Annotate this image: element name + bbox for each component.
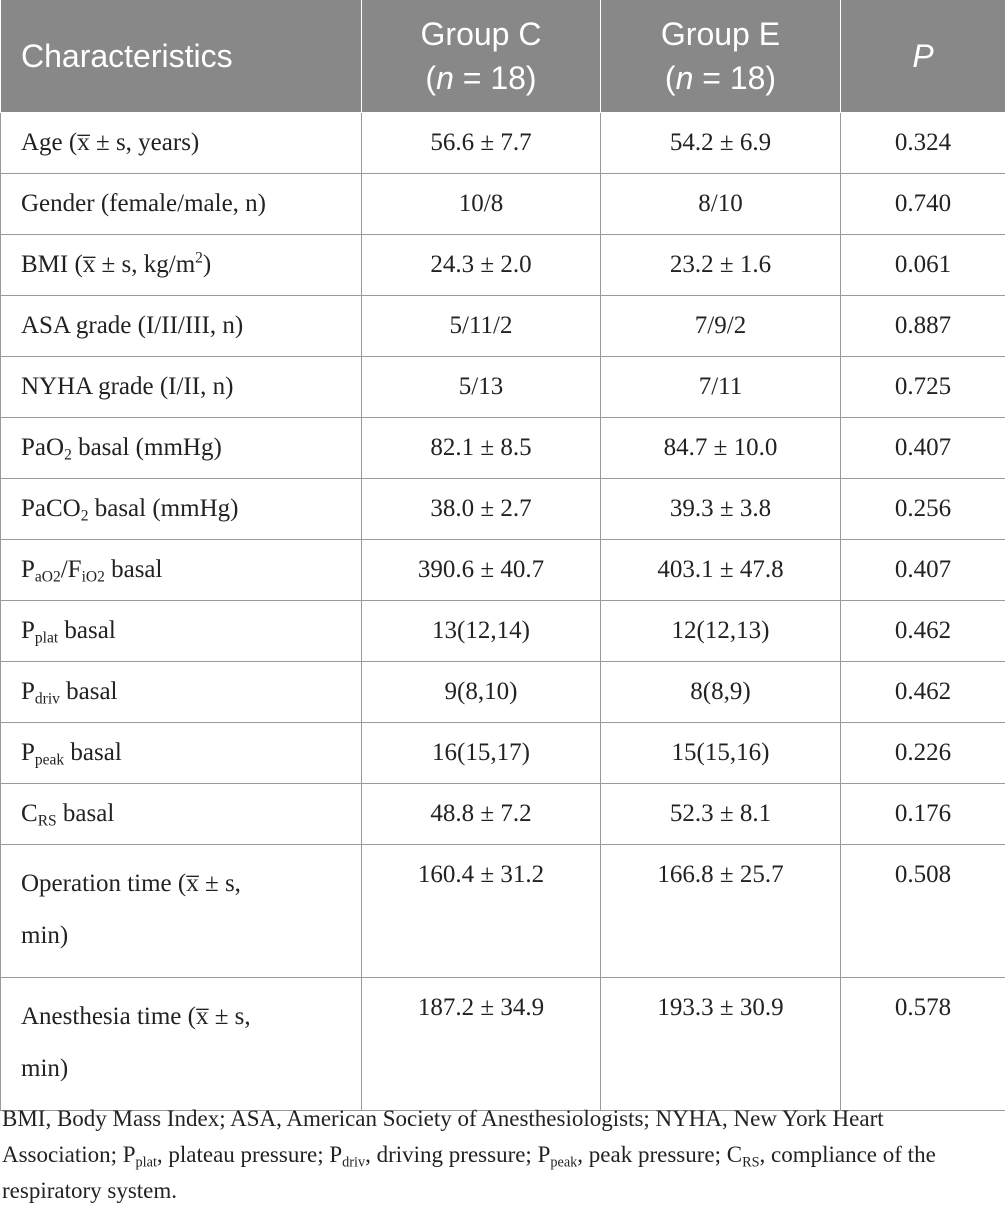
label-text: P xyxy=(21,678,35,705)
label-subscript: peak xyxy=(34,751,65,769)
cell-p-value: 0.740 xyxy=(841,174,1005,235)
table-row xyxy=(1,113,1005,174)
cell-group-e: 12(12,13) xyxy=(601,601,841,662)
footnote-text: , peak pressure; C xyxy=(577,1142,743,1167)
row-label xyxy=(1,540,362,601)
cell-group-e: 8/10 xyxy=(601,174,841,235)
cell-group-e: 23.2 ± 1.6 xyxy=(601,235,841,296)
label-text: PaCO xyxy=(21,495,81,522)
header-characteristics: Characteristics xyxy=(1,0,362,113)
n-value: = 18) xyxy=(453,60,537,96)
cell-group-c: 390.6 ± 40.7 xyxy=(362,540,601,601)
label-text: Operation time (x̅ ± s, xyxy=(21,870,241,897)
label-subscript: 2 xyxy=(80,507,89,525)
cell-p-value: 0.462 xyxy=(841,601,1005,662)
row-label xyxy=(1,357,362,418)
cell-p-value: 0.725 xyxy=(841,357,1005,418)
header-group-c xyxy=(362,0,601,113)
n-symbol: n xyxy=(436,60,454,96)
table-row xyxy=(1,479,1005,540)
header-group-c-title: Group C xyxy=(420,16,542,52)
table-row xyxy=(1,357,1005,418)
header-row xyxy=(1,0,1005,113)
cell-p-value: 0.324 xyxy=(841,113,1005,174)
row-label xyxy=(1,113,362,174)
table-header xyxy=(1,0,1005,113)
cell-group-c: 187.2 ± 34.9 xyxy=(362,978,601,1111)
cell-group-e: 7/11 xyxy=(601,357,841,418)
row-label xyxy=(1,235,362,296)
label-subscript: driv xyxy=(34,690,60,708)
table-row xyxy=(1,845,1005,978)
label-subscript: aO2 xyxy=(34,568,61,586)
header-group-e xyxy=(601,0,841,113)
table-row xyxy=(1,662,1005,723)
cell-group-c: 16(15,17) xyxy=(362,723,601,784)
cell-group-c: 10/8 xyxy=(362,174,601,235)
footnote-subscript: driv xyxy=(342,1154,366,1171)
label-text: PaO xyxy=(21,434,65,461)
footnote-text: BMI, Body Mass Index; ASA, American Society of Anesthesiologists; NYHA, New York Heart Association; P xyxy=(2,1106,884,1167)
cell-p-value: 0.508 xyxy=(841,845,1005,978)
label-text: P xyxy=(21,617,35,644)
cell-group-c: 5/11/2 xyxy=(362,296,601,357)
footnote-subscript: RS xyxy=(742,1154,760,1171)
cell-group-c: 56.6 ± 7.7 xyxy=(362,113,601,174)
cell-p-value: 0.407 xyxy=(841,418,1005,479)
label-text: basal xyxy=(64,739,122,766)
label-text: ASA grade (I/II/III, n) xyxy=(21,312,244,339)
cell-group-c: 5/13 xyxy=(362,357,601,418)
label-text: P xyxy=(21,739,35,766)
label-subscript: 2 xyxy=(64,446,72,464)
row-label xyxy=(1,784,362,845)
label-text: C xyxy=(21,800,38,827)
label-text: Age (x̅ ± s, years) xyxy=(21,129,200,156)
row-label xyxy=(1,601,362,662)
n-symbol: n xyxy=(675,60,694,96)
table-row xyxy=(1,978,1005,1111)
row-label xyxy=(1,723,362,784)
label-text: ) xyxy=(202,251,212,278)
row-label xyxy=(1,479,362,540)
header-group-e-title: Group E xyxy=(660,16,781,52)
label-subscript: RS xyxy=(37,812,57,830)
table-row xyxy=(1,723,1005,784)
footnote-subscript: plat xyxy=(135,1154,157,1171)
label-text: basal xyxy=(59,678,118,705)
label-text: min) xyxy=(21,1055,69,1082)
cell-group-c: 9(8,10) xyxy=(362,662,601,723)
cell-p-value: 0.407 xyxy=(841,540,1005,601)
cell-group-e: 403.1 ± 47.8 xyxy=(601,540,841,601)
cell-group-c: 24.3 ± 2.0 xyxy=(362,235,601,296)
label-superscript: 2 xyxy=(195,249,203,267)
header-group-c-n: (n = 18) xyxy=(425,60,537,96)
n-value: = 18) xyxy=(693,60,777,96)
label-text: basal (mmHg) xyxy=(71,434,222,461)
header-group-e-n: (n = 18) xyxy=(664,60,777,96)
table-body xyxy=(1,113,1005,1111)
cell-group-e: 54.2 ± 6.9 xyxy=(601,113,841,174)
label-text: min) xyxy=(21,922,69,949)
table-footnote xyxy=(2,1101,992,1209)
p-symbol: P xyxy=(912,38,934,74)
label-text: basal xyxy=(56,800,115,827)
footnote-subscript: peak xyxy=(550,1154,578,1171)
cell-group-e: 166.8 ± 25.7 xyxy=(601,845,841,978)
cell-group-c: 13(12,14) xyxy=(362,601,601,662)
footnote-text: , plateau pressure; P xyxy=(156,1142,343,1167)
table-row xyxy=(1,601,1005,662)
cell-group-e: 52.3 ± 8.1 xyxy=(601,784,841,845)
cell-p-value: 0.578 xyxy=(841,978,1005,1111)
table-row xyxy=(1,540,1005,601)
cell-group-c: 48.8 ± 7.2 xyxy=(362,784,601,845)
label-text: Anesthesia time (x̅ ± s, xyxy=(21,1003,251,1030)
label-text: basal xyxy=(104,556,163,583)
header-p-value xyxy=(841,0,1005,113)
table-row xyxy=(1,418,1005,479)
table-row xyxy=(1,784,1005,845)
cell-group-e: 7/9/2 xyxy=(601,296,841,357)
cell-p-value: 0.256 xyxy=(841,479,1005,540)
footnote-text: , compliance of the respiratory system. xyxy=(2,1142,936,1203)
cell-p-value: 0.887 xyxy=(841,296,1005,357)
cell-group-e: 193.3 ± 30.9 xyxy=(601,978,841,1111)
label-text: BMI (x̅ ± s, kg/m xyxy=(21,251,196,278)
cell-p-value: 0.061 xyxy=(841,235,1005,296)
cell-group-e: 39.3 ± 3.8 xyxy=(601,479,841,540)
row-label xyxy=(1,296,362,357)
cell-p-value: 0.462 xyxy=(841,662,1005,723)
label-text: basal xyxy=(58,617,116,644)
cell-group-c: 38.0 ± 2.7 xyxy=(362,479,601,540)
row-label xyxy=(1,845,362,978)
table-row xyxy=(1,174,1005,235)
cell-group-e: 84.7 ± 10.0 xyxy=(601,418,841,479)
cell-group-e: 8(8,9) xyxy=(601,662,841,723)
label-text: Gender (female/male, n) xyxy=(21,190,267,217)
label-text: basal (mmHg) xyxy=(88,495,239,522)
label-text: /F xyxy=(60,556,82,583)
cell-group-c: 160.4 ± 31.2 xyxy=(362,845,601,978)
label-subscript: iO2 xyxy=(81,568,105,586)
table-row xyxy=(1,296,1005,357)
row-label xyxy=(1,978,362,1111)
row-label xyxy=(1,174,362,235)
row-label xyxy=(1,662,362,723)
table-row xyxy=(1,235,1005,296)
cell-p-value: 0.176 xyxy=(841,784,1005,845)
label-text: NYHA grade (I/II, n) xyxy=(21,373,234,400)
cell-group-c: 82.1 ± 8.5 xyxy=(362,418,601,479)
label-subscript: plat xyxy=(34,629,59,647)
row-label xyxy=(1,418,362,479)
footnote-text: , driving pressure; P xyxy=(365,1142,551,1167)
cell-group-e: 15(15,16) xyxy=(601,723,841,784)
label-text: P xyxy=(21,556,35,583)
cell-p-value: 0.226 xyxy=(841,723,1005,784)
